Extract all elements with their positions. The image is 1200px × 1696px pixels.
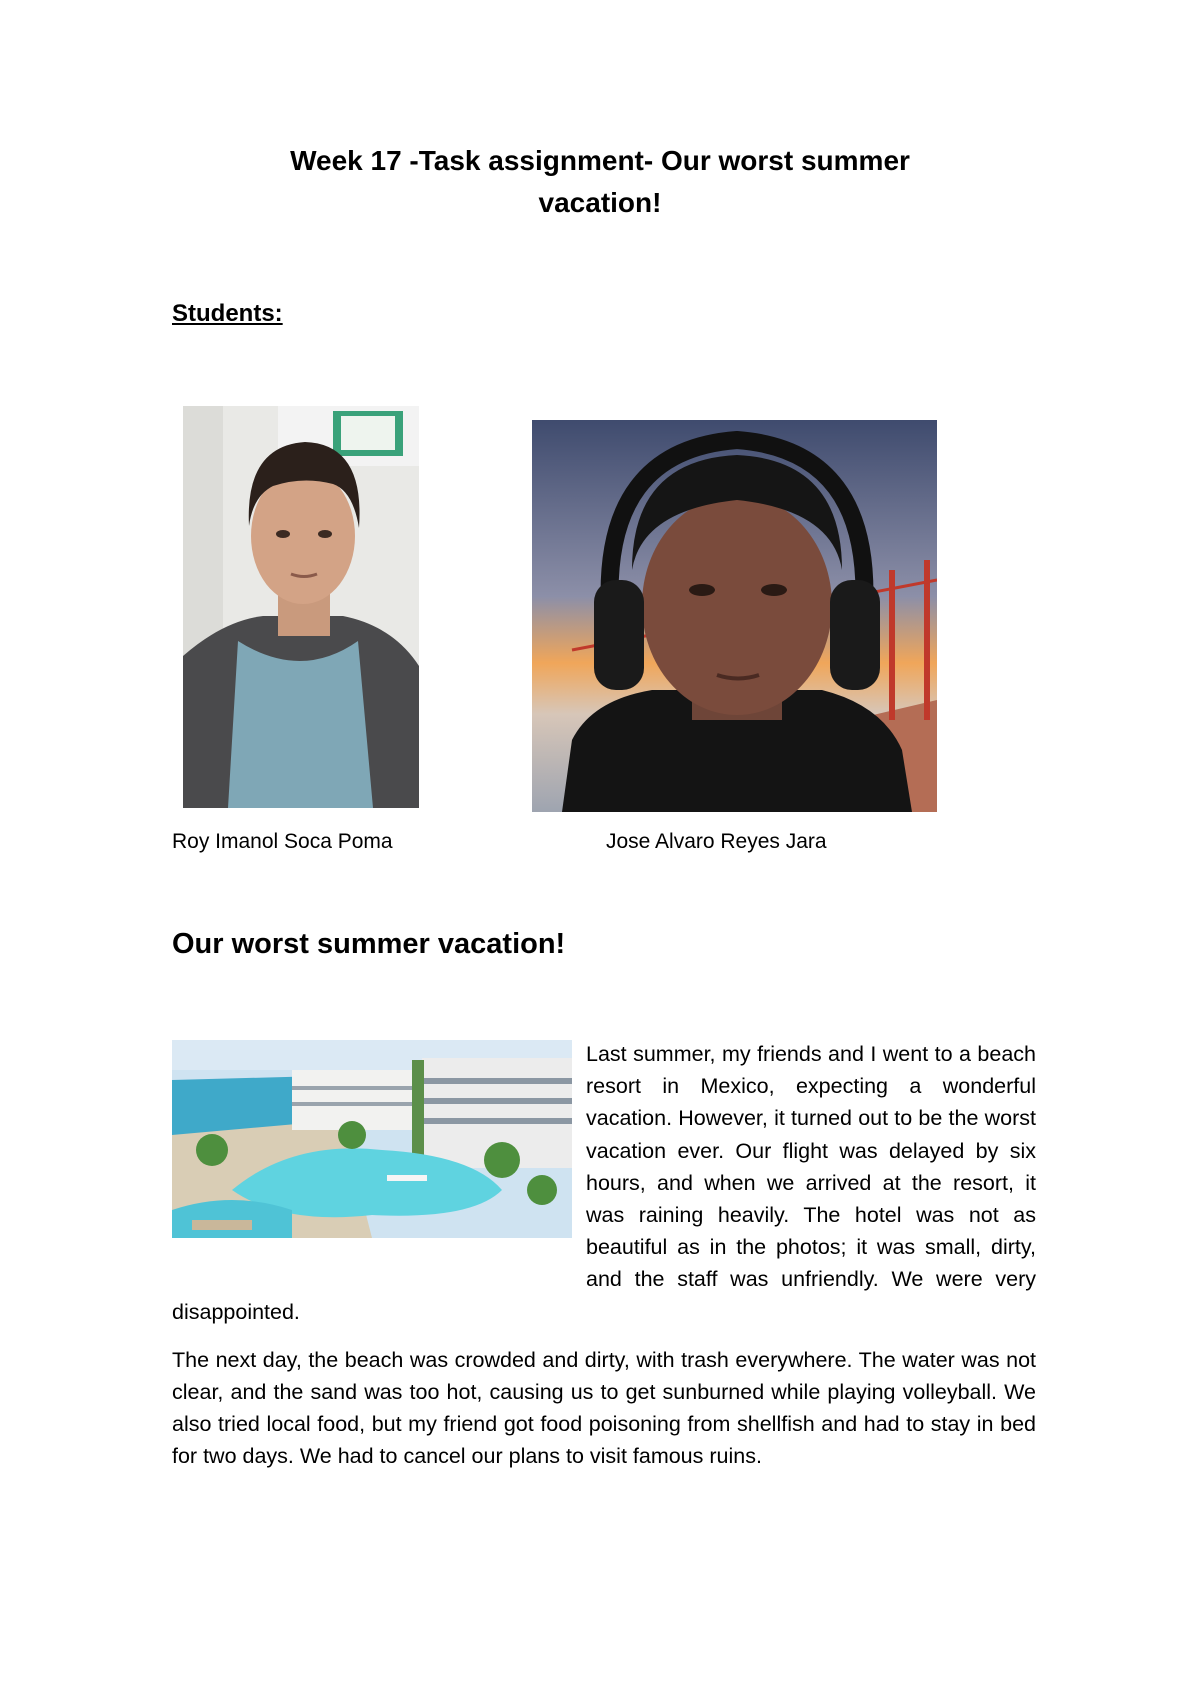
paragraph-1: Last summer, my friends and I went to a beach resort in Mexico, expecting a wonderful vacation. However, it turned out to be the worst vacation ever. Our flight was delayed by six hours, and when we arrived at the resort, it was raining heavily. The hotel was not as beautiful as in the photos; it was small, dirty, and the staff was unfriendly. We were very disappointed. [172,1042,1036,1324]
student-photo-jose [532,420,937,812]
section-heading: Our worst summer vacation! [172,928,566,960]
title-line-1: Week 17 -Task assignment- Our worst summer [290,145,910,176]
paragraph-2: The next day, the beach was crowded and dirty, with trash everywhere. The water was not clear, and the sand was too hot, causing us to get sunburned while playing volleyball. We also tried local food, but my friend got food poisoning from shellfish and had to stay in bed for two days. We had to cancel our plans to visit famous ruins. [172,1347,1036,1469]
student-name-2: Jose Alvaro Reyes Jara [606,830,827,853]
document-title [220,140,980,224]
image-wrap-space [172,1038,586,1294]
story-body [172,1038,1036,1489]
student-name-1: Roy Imanol Soca Poma [172,830,393,853]
students-label: Students: [172,300,283,327]
student-photo-roy [183,406,419,808]
title-line-2: vacation! [538,187,662,218]
